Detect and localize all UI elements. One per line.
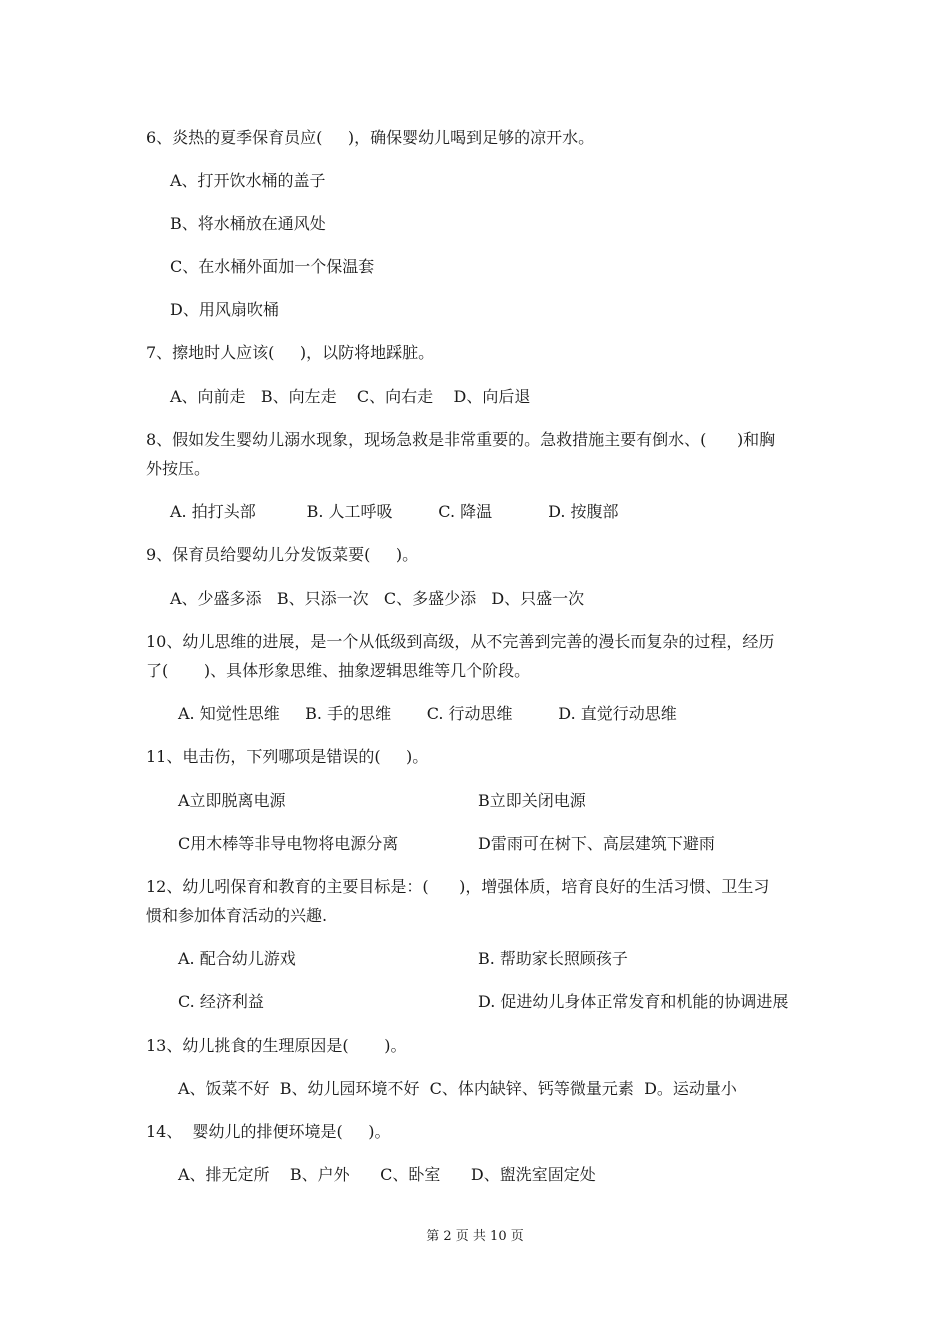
- question-7-stem: 7、擦地时人应该( )，以防将地踩脏。: [146, 343, 435, 362]
- question-12-option-a: A. 配合幼儿游戏: [178, 949, 296, 968]
- question-6-option-a: A、打开饮水桶的盖子: [170, 171, 326, 190]
- question-14-options: A、排无定所 B、户外 C、卧室 D、盥洗室固定处: [178, 1165, 596, 1184]
- question-6-option-b: B、将水桶放在通风处: [170, 214, 326, 233]
- question-12-option-d: D. 促进幼儿身体正常发育和机能的协调进展: [478, 992, 789, 1011]
- question-8-stem-line-1: 8、假如发生婴幼儿溺水现象，现场急救是非常重要的。急救措施主要有倒水、( )和胸: [146, 430, 776, 449]
- question-8-stem-line-2: 外按压。: [146, 459, 211, 478]
- page-footer: 第 2 页 共 10 页: [426, 1229, 524, 1244]
- question-10-options: A. 知觉性思维 B. 手的思维 C. 行动思维 D. 直觉行动思维: [178, 704, 677, 723]
- question-6-option-d: D、用风扇吹桶: [170, 300, 279, 319]
- question-10-stem-line-2: 了( )、具体形象思维、抽象逻辑思维等几个阶段。: [146, 661, 531, 680]
- question-11-option-c: C用木棒等非导电物将电源分离: [178, 834, 399, 853]
- question-12-stem-line-2: 惯和参加体育活动的兴趣.: [146, 906, 328, 925]
- question-13-options: A、饭菜不好 B、幼儿园环境不好 C、体内缺锌、钙等微量元素 D。运动量小: [178, 1079, 737, 1098]
- question-11-option-b: B立即关闭电源: [478, 791, 586, 810]
- question-7-options: A、向前走 B、向左走 C、向右走 D、向后退: [170, 387, 531, 406]
- question-9-stem: 9、保育员给婴幼儿分发饭菜要( )。: [146, 545, 419, 564]
- question-6-option-c: C、在水桶外面加一个保温套: [170, 257, 375, 276]
- question-11-stem: 11、电击伤，下列哪项是错误的( )。: [146, 747, 429, 766]
- question-12-option-c: C. 经济利益: [178, 992, 264, 1011]
- question-9-options: A、少盛多添 B、只添一次 C、多盛少添 D、只盛一次: [170, 589, 585, 608]
- question-11-option-a: A立即脱离电源: [178, 791, 286, 810]
- question-12-stem-line-1: 12、幼儿吲保育和教育的主要目标是：( )，增强体质，培育良好的生活习惯、卫生习: [146, 877, 770, 896]
- question-10-stem-line-1: 10、幼儿思维的进展，是一个从低级到高级，从不完善到完善的漫长而复杂的过程，经历: [146, 632, 775, 651]
- question-6-stem: 6、炎热的夏季保育员应( )，确保婴幼儿喝到足够的凉开水。: [146, 128, 595, 147]
- question-14-stem: 14、 婴幼儿的排便环境是( )。: [146, 1122, 391, 1141]
- question-8-options: A. 拍打头部 B. 人工呼吸 C. 降温 D. 按腹部: [170, 502, 619, 521]
- question-11-option-d: D雷雨可在树下、高层建筑下避雨: [478, 834, 715, 853]
- question-12-option-b: B. 帮助家长照顾孩子: [478, 949, 628, 968]
- question-13-stem: 13、幼儿挑食的生理原因是( )。: [146, 1036, 407, 1055]
